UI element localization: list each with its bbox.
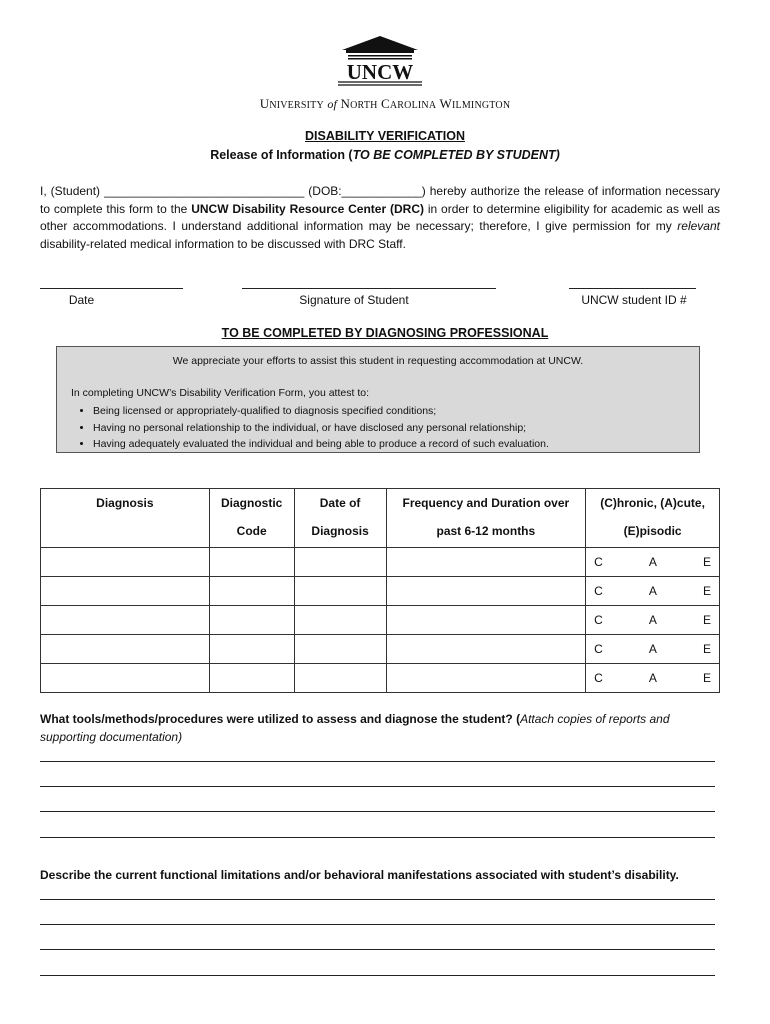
- signature-label: Signature of Student: [299, 293, 409, 307]
- cae-cell: [586, 548, 720, 577]
- code-cell[interactable]: [209, 664, 294, 693]
- student-signature-line[interactable]: [242, 288, 496, 289]
- col-chronic-acute-episodic: (C)hronic, (A)cute, (E)pisodic: [586, 489, 720, 548]
- acute-option[interactable]: A: [648, 613, 657, 627]
- appreciation-text: We appreciate your efforts to assist this student in requesting accommodation at UNCW.: [172, 355, 584, 367]
- table-row: [41, 664, 720, 693]
- frequency-cell[interactable]: [386, 635, 586, 664]
- chronic-option[interactable]: C: [594, 584, 603, 598]
- acute-option[interactable]: A: [648, 584, 657, 598]
- attest-item: • Having no personal relationship to the individual, or have disclosed any personal relationship;: [93, 420, 549, 437]
- date-cell[interactable]: [294, 577, 386, 606]
- uncw-logo: [334, 36, 426, 86]
- col-diagnostic-code: Diagnostic Code: [209, 489, 294, 548]
- assessment-question: What tools/methods/procedures were utilized to assess and diagnose the student? (Attach copies of reports and supporting documentation): [40, 712, 670, 744]
- date-label: Date: [68, 293, 95, 307]
- answer-line[interactable]: [40, 899, 715, 900]
- answer-line[interactable]: [40, 975, 715, 976]
- table-row: [41, 635, 720, 664]
- university-name: UNIVERSITY of NORTH CAROLINA WILMINGTON: [259, 96, 511, 111]
- logo-text: UNCW: [346, 60, 414, 84]
- code-cell[interactable]: [209, 635, 294, 664]
- acute-option[interactable]: A: [648, 642, 657, 656]
- table-row: [41, 606, 720, 635]
- date-signature-line[interactable]: [40, 288, 183, 289]
- answer-line[interactable]: [40, 924, 715, 925]
- date-cell[interactable]: [294, 606, 386, 635]
- authorization-paragraph: I, (Student) ______________________________ (DOB:____________) hereby authorize the release of information necessary to complete this form to the UNCW Disability Resource Center (DRC) in order to determine eligibility for academic as well as other accommodations. I understand additional information may be necessary; therefore, I give permission for my relevant disability-related medical information to be discussed with DRC Staff.: [40, 184, 721, 251]
- answer-line[interactable]: [40, 811, 715, 812]
- acute-option[interactable]: A: [648, 671, 657, 685]
- table-header-row: [41, 489, 720, 548]
- code-cell[interactable]: [209, 577, 294, 606]
- release-subtitle: Release of Information (TO BE COMPLETED BY STUDENT): [210, 148, 560, 162]
- frequency-cell[interactable]: [386, 664, 586, 693]
- diagnosis-table: [40, 488, 720, 693]
- answer-line[interactable]: [40, 786, 715, 787]
- acute-option[interactable]: A: [648, 555, 657, 569]
- table-row: [41, 577, 720, 606]
- episodic-option[interactable]: E: [702, 555, 711, 569]
- chronic-option[interactable]: C: [594, 555, 603, 569]
- date-cell[interactable]: [294, 635, 386, 664]
- episodic-option[interactable]: E: [702, 584, 711, 598]
- episodic-option[interactable]: E: [702, 671, 711, 685]
- date-cell[interactable]: [294, 664, 386, 693]
- table-row: [41, 548, 720, 577]
- student-id-label: UNCW student ID #: [581, 293, 687, 307]
- diagnosis-cell[interactable]: [41, 577, 210, 606]
- episodic-option[interactable]: E: [702, 613, 711, 627]
- diagnosis-cell[interactable]: [41, 664, 210, 693]
- diagnosis-cell[interactable]: [41, 548, 210, 577]
- professional-section-title: TO BE COMPLETED BY DIAGNOSING PROFESSIONAL: [221, 326, 549, 340]
- cae-cell: [586, 664, 720, 693]
- chronic-option[interactable]: C: [594, 642, 603, 656]
- limitations-question: Describe the current functional limitations and/or behavioral manifestations associated with student’s disability.: [40, 868, 679, 882]
- cae-cell: [586, 635, 720, 664]
- answer-line[interactable]: [40, 837, 715, 838]
- form-title: DISABILITY VERIFICATION: [305, 129, 465, 143]
- attest-intro: In completing UNCW’s Disability Verification Form, you attest to:: [71, 387, 369, 399]
- attest-item: • Being licensed or appropriately-qualified to diagnosis specified conditions;: [93, 403, 549, 420]
- col-frequency-duration: Frequency and Duration over past 6-12 months: [386, 489, 586, 548]
- student-id-line[interactable]: [569, 288, 696, 289]
- chronic-option[interactable]: C: [594, 613, 603, 627]
- attestation-box: [56, 346, 700, 453]
- cae-cell: [586, 577, 720, 606]
- frequency-cell[interactable]: [386, 577, 586, 606]
- col-date-of-diagnosis: Date of Diagnosis: [294, 489, 386, 548]
- attest-item: • Having adequately evaluated the individual and being able to produce a record of such evaluation.: [93, 436, 549, 453]
- answer-line[interactable]: [40, 949, 715, 950]
- code-cell[interactable]: [209, 606, 294, 635]
- uncw-building-icon: [334, 36, 426, 86]
- diagnosis-cell[interactable]: [41, 635, 210, 664]
- frequency-cell[interactable]: [386, 548, 586, 577]
- cae-cell: [586, 606, 720, 635]
- attest-list: [71, 403, 549, 453]
- code-cell[interactable]: [209, 548, 294, 577]
- diagnosis-cell[interactable]: [41, 606, 210, 635]
- episodic-option[interactable]: E: [702, 642, 711, 656]
- frequency-cell[interactable]: [386, 606, 586, 635]
- chronic-option[interactable]: C: [594, 671, 603, 685]
- col-diagnosis: Diagnosis: [41, 489, 210, 548]
- answer-line[interactable]: [40, 761, 715, 762]
- date-cell[interactable]: [294, 548, 386, 577]
